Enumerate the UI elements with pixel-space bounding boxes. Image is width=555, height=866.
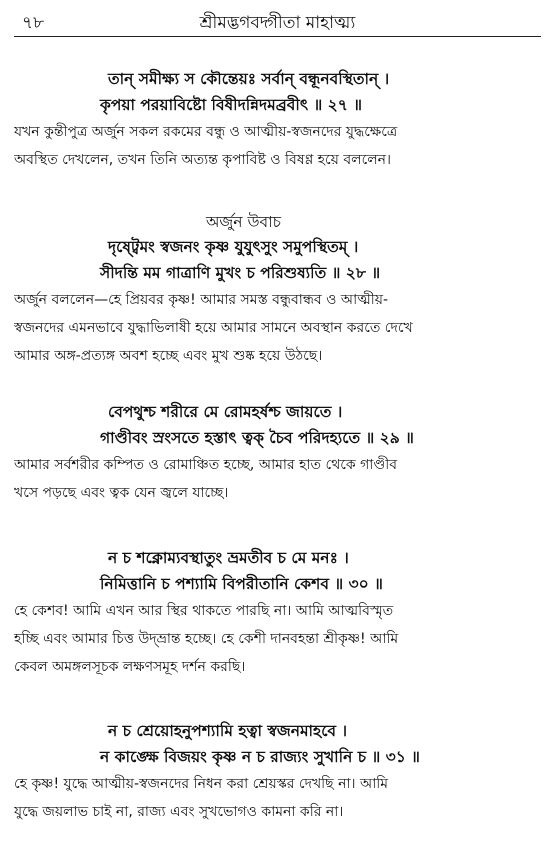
verse-line: ন চ শক্নোম্যবস্থাতুং ভ্রমতীব চ মে মনঃ ।: [108, 548, 349, 567]
verse-line: গাণ্ডীবং স্রংসতে হস্তাৎ ত্বক্ চৈব পরিদহ্যতে ॥ ২৯ ॥: [100, 428, 414, 447]
running-title: শ্রীমদ্ভগবদ্গীতা মাহাত্ম্য: [199, 13, 356, 33]
verse-section-27: [14, 66, 545, 174]
translation-line: অর্জুন বললেন—হে প্রিয়বর কৃষ্ণ! আমার সমস্ত বন্ধুবান্ধব ও আত্মীয়-: [14, 292, 389, 308]
translation-line: কেবল অমঙ্গলসূচক লক্ষণসমূহ দর্শন করছি।: [14, 659, 246, 675]
translation: [14, 770, 545, 826]
verse-section-30: [14, 545, 545, 681]
translation-line: খসে পড়ছে এবং ত্বক যেন জ্বলে যাচ্ছে।: [14, 485, 229, 501]
translation: [14, 286, 545, 370]
translation-line: যুদ্ধে জয়লাভ চাই না, রাজ্য এবং সুখভোগও কামনা করি না।: [14, 804, 344, 820]
page-number: ৭৮: [22, 13, 45, 33]
page-header: [14, 6, 541, 37]
speaker-heading: অর্জুন উবাচ: [206, 213, 282, 231]
translation-line: হচ্ছি এবং আমার চিত্ত উদ্‌ভ্রান্ত হচ্ছে। হে কেশী দানবহন্তা শ্রীকৃষ্ণ! আমি: [14, 631, 399, 647]
translation: [14, 451, 545, 507]
verse-line: তান্ সমীক্ষ্য স কৌন্তেয়ঃ সর্বান্ বন্ধূনবস্থিতান্ ।: [108, 69, 390, 88]
translation-line: অবস্থিত দেখলেন, তখন তিনি অত্যন্ত কৃপাবিষ্ট ও বিষণ্ণ হয়ে বললেন।: [14, 152, 392, 168]
translation: [14, 597, 545, 681]
translation-line: স্বজনদের এমনভাবে যুদ্ধাভিলাষী হয়ে আমার সামনে অবস্থান করতে দেখে: [14, 320, 413, 336]
verse-line: সীদন্তি মম গাত্রাণি মুখং চ পরিশুষ্যতি ॥ ২৮ ॥: [100, 263, 381, 282]
verse-line: ন কাঙ্ক্ষে বিজয়ং কৃষ্ণ ন চ রাজ্যং সুখানি চ ॥ ৩১ ॥: [100, 747, 420, 766]
translation-line: যখন কুন্তীপুত্র অর্জুন সকল রকমের বন্ধু ও আত্মীয়-স্বজনদের যুদ্ধক্ষেত্রে: [14, 124, 398, 140]
translation-line: হে কেশব! আমি এখন আর স্থির থাকতে পারছি না। আমি আত্মবিস্মৃত: [14, 603, 394, 619]
translation-line: আমার সর্বশরীর কম্পিত ও রোমাঞ্চিত হচ্ছে, আমার হাত থেকে গাণ্ডীব: [14, 457, 398, 473]
verse-section-28: [14, 210, 545, 370]
translation-line: আমার অঙ্গ-প্রত্যঙ্গ অবশ হচ্ছে এবং মুখ শুষ্ক হয়ে উঠছে।: [14, 348, 323, 364]
verse-line: নিমিত্তানি চ পশ্যামি বিপরীতানি কেশব ॥ ৩০ ॥: [100, 574, 383, 593]
translation-line: হে কৃষ্ণ! যুদ্ধে আত্মীয়-স্বজনদের নিধন করা শ্রেয়স্কর দেখছি না। আমি: [14, 776, 389, 792]
verse-section-29: [14, 399, 545, 507]
verse-section-31: [14, 718, 545, 826]
verse-line: কৃপয়া পরয়াবিষ্টো বিষীদন্নিদমব্রবীৎ ॥ ২৭ ॥: [100, 95, 363, 114]
verse-line: বেপথুশ্চ শরীরে মে রোমহর্ষশ্চ জায়তে ।: [108, 402, 343, 421]
verse-line: দৃষ্ট্বেমং স্বজনং কৃষ্ণ যুযুৎসুং সমুপস্থিতম্ ।: [108, 237, 359, 256]
verse-line: ন চ শ্রেয়োহনুপশ্যামি হত্বা স্বজনমাহবে ।: [108, 721, 347, 740]
translation: [14, 118, 545, 174]
